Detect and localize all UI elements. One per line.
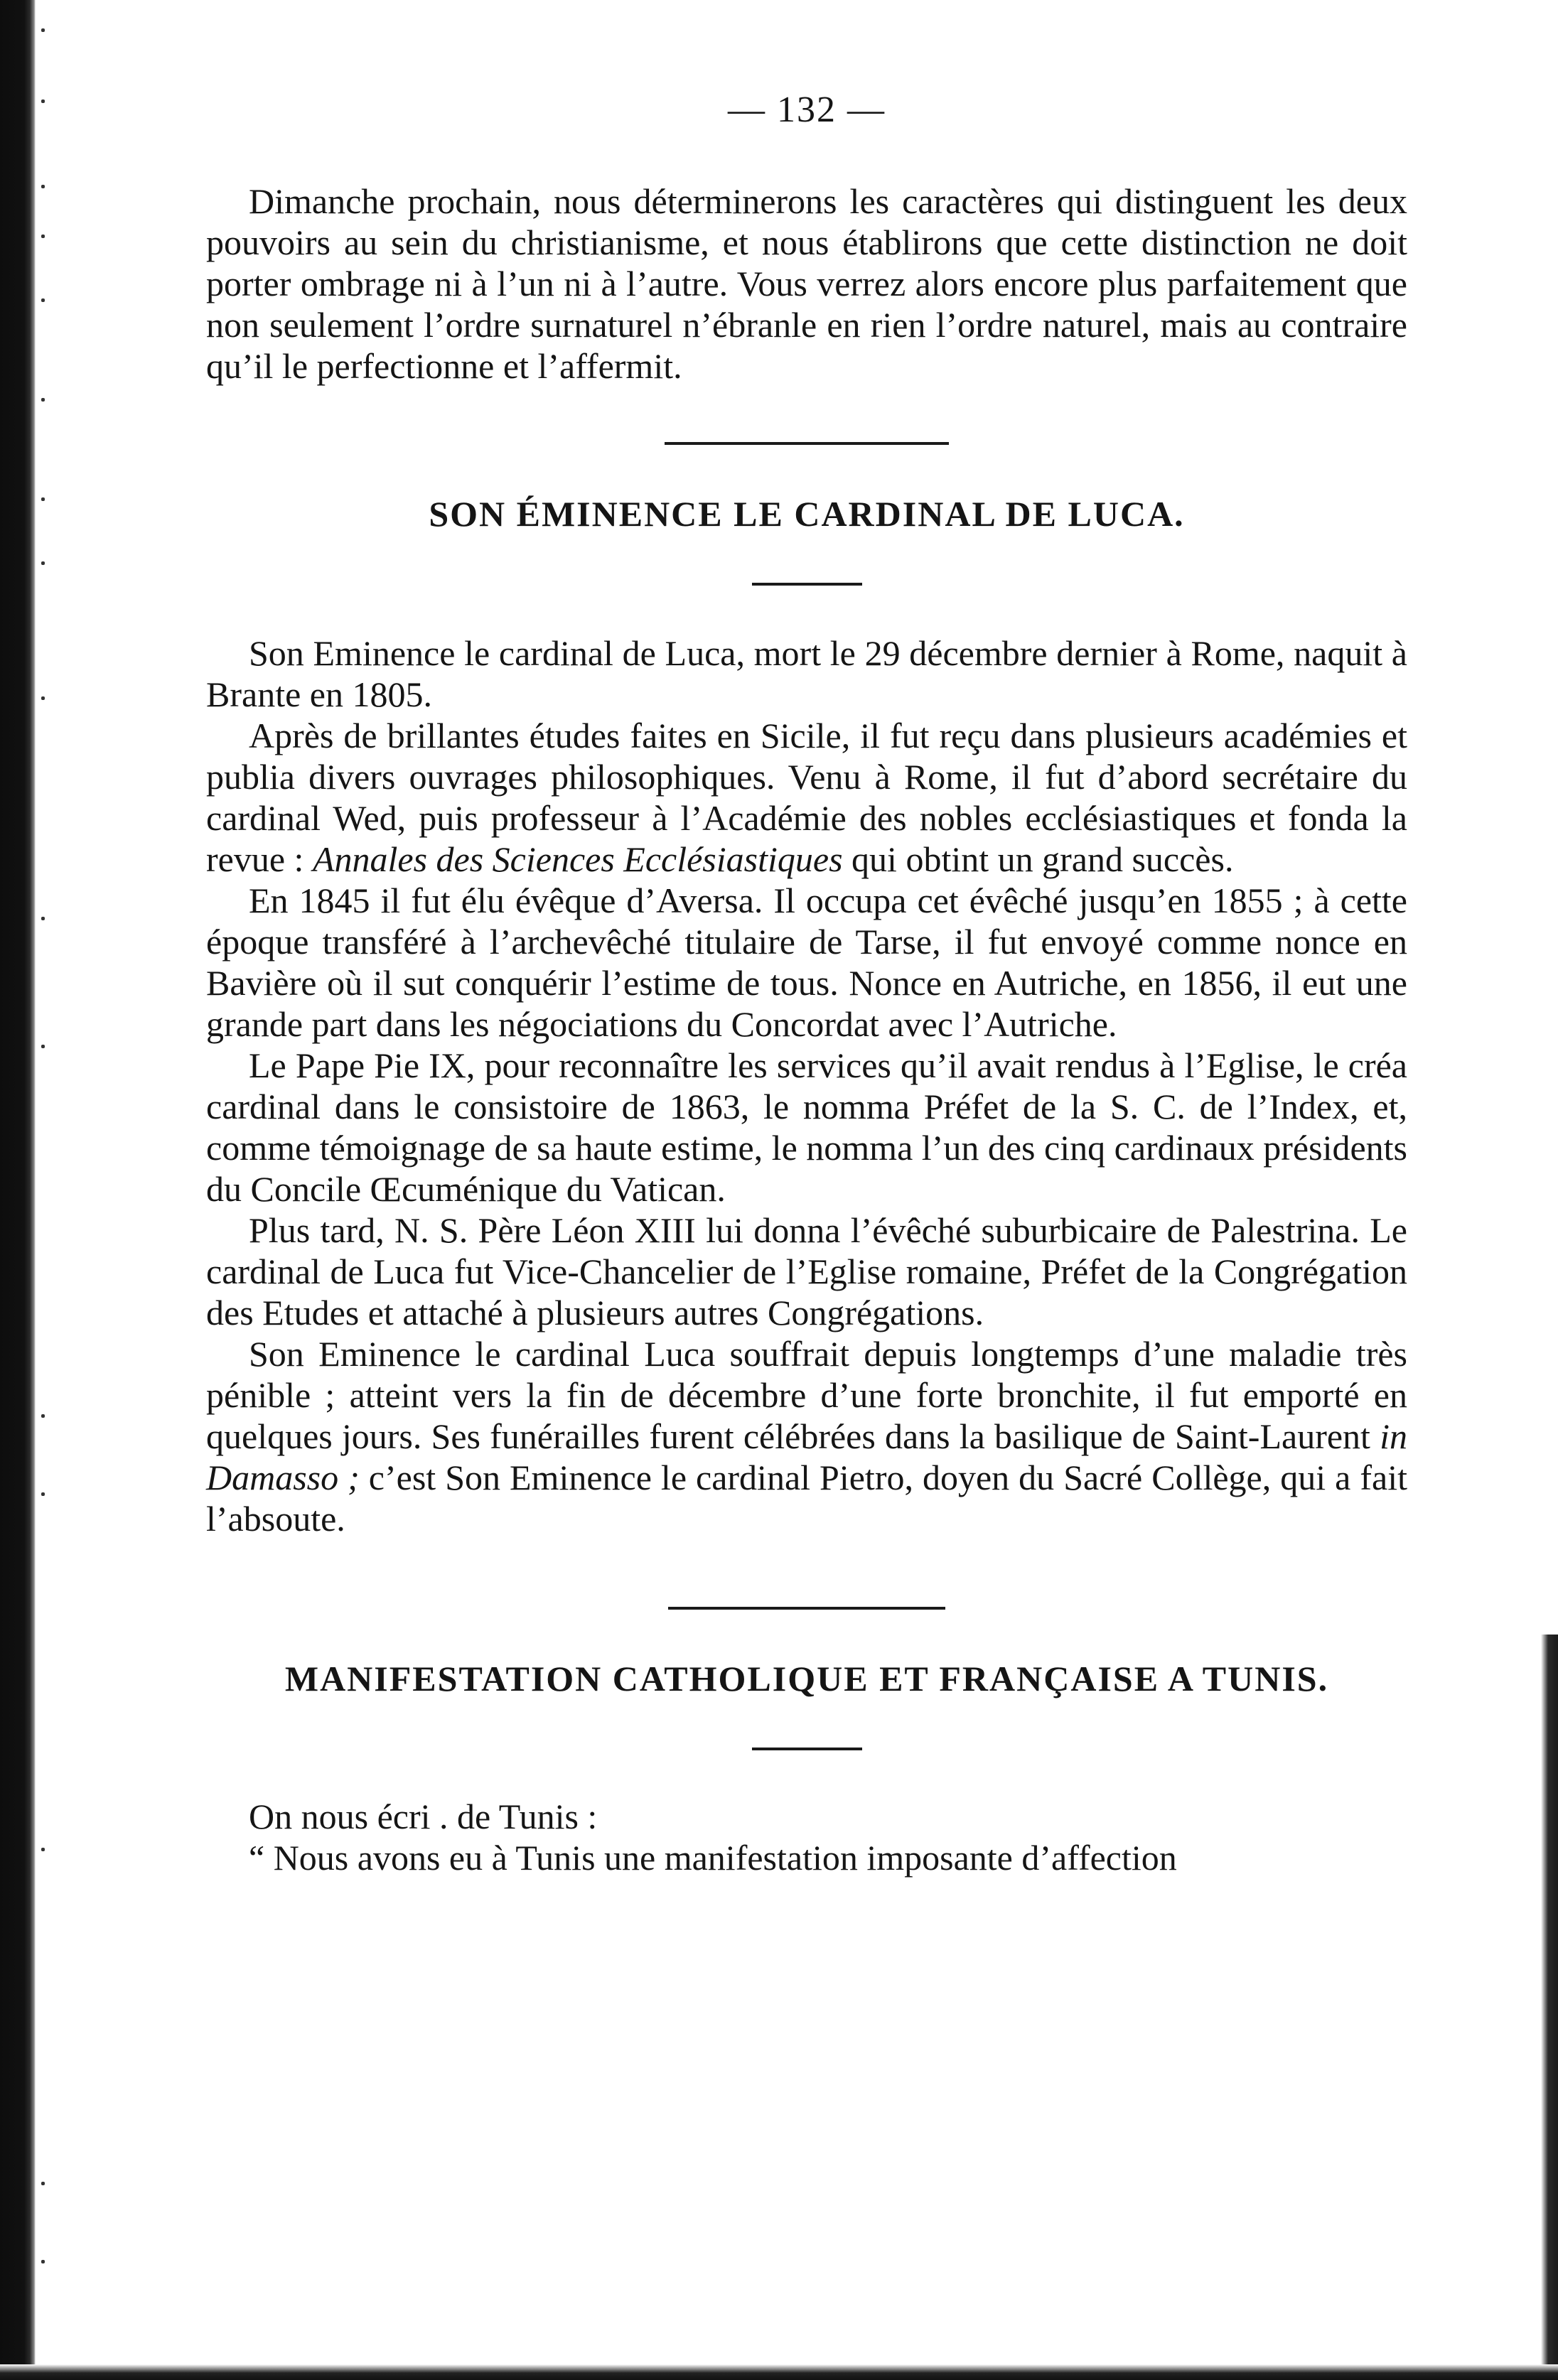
scan-bottom-edge-shadow xyxy=(0,2364,1558,2380)
paragraph-letter-quote: “ Nous avons eu à Tunis une manifestation imposante d’affection xyxy=(249,1838,1177,1878)
journal-title: Annales des Sciences Ecclésiastiques xyxy=(312,839,843,879)
heading-divider xyxy=(752,1748,862,1750)
page-content xyxy=(206,89,1407,1878)
scan-specks xyxy=(41,0,55,2380)
paragraph-pie-ix: Le Pape Pie IX, pour reconnaître les services qu’il avait rendus à l’Eglise, le créa cardinal dans le consistoire de 1863, le nomma Préfet de la S. C. de l’Index, et, comme témoignage de sa haute estime, le nomma l’un des cinq cardinaux présidents du Concile Œcuménique du Vatican. xyxy=(206,1045,1407,1209)
intro-paragraph: Dimanche prochain, nous déterminerons les caractères qui distinguent les deux pouvoirs au sein du christianisme, et nous établirons que cette distinction ne doit porter ombrage ni à l’un ni à l’autre. Vous verrez alors encore plus parfaitement que non seulement l’ordre surnaturel n’ébranle en rien l’ordre naturel, mais au contraire qu’il le perfectionne et l’affermit. xyxy=(206,181,1407,386)
paragraph-aversa: En 1845 il fut élu évêque d’Aversa. Il occupa cet évêché jusqu’en 1855 ; à cette époque transféré à l’archevêché titulaire de Tarse, il fut envoyé comme nonce en Bavière où il sut conquérir l’estime de tous. Nonce en Autriche, en 1856, il eut une grande part dans les négociations du Concordat avec l’Autriche. xyxy=(206,881,1407,1044)
paragraph-leon-xiii: Plus tard, N. S. Père Léon XIII lui donna l’évêché suburbicaire de Palestrina. Le cardinal de Luca fut Vice-Chancelier de l’Eglise romaine, Préfet de la Congrégation des Etudes et attaché à plusieurs autres Congrégations. xyxy=(206,1210,1407,1332)
paragraph-studies-text: Après de brillantes études faites en Sicile, il fut reçu dans plusieurs académies et publia divers ouvrages philosophiques. Venu à Rome, il fut d’abord secrétaire du cardinal Wed, puis professeur à l’Académie des nobles ecclésiastiques et fonda la revue : xyxy=(206,716,1407,879)
paragraph-letter-intro: On nous écri . de Tunis : xyxy=(249,1797,598,1836)
section-divider xyxy=(668,1607,945,1610)
section-heading-cardinal-de-luca: SON ÉMINENCE LE CARDINAL DE LUCA. xyxy=(429,494,1185,534)
section-divider xyxy=(665,442,949,445)
paragraph-funeral-text: Son Eminence le cardinal Luca souffrait depuis longtemps d’une maladie très pénible ; atteint vers la fin de décembre d’une forte bronchite, il fut emporté en quelques jours. Ses funérailles furent célébrées dans la basilique de Saint-Laurent xyxy=(206,1334,1407,1456)
scan-right-edge-shadow xyxy=(1541,1635,1558,2380)
paragraph-funeral-end: c’est Son Eminence le cardinal Pietro, doyen du Sacré Collège, qui a fait l’absoute. xyxy=(206,1458,1407,1539)
paragraph-funeral xyxy=(206,1333,1407,1539)
page-number: — 132 — xyxy=(728,90,886,130)
paragraph-studies xyxy=(206,715,1407,880)
paragraph-death: Son Eminence le cardinal de Luca, mort le 29 décembre dernier à Rome, naquit à Brante en 1805. xyxy=(206,633,1407,714)
section-heading-tunis: MANIFESTATION CATHOLIQUE ET FRANÇAISE A TUNIS. xyxy=(284,1659,1329,1698)
heading-divider xyxy=(752,583,862,586)
basilica-name: in Damasso ; xyxy=(206,1416,1407,1497)
paragraph-studies-end: qui obtint un grand succès. xyxy=(842,839,1234,879)
scan-left-edge-shadow xyxy=(0,0,36,2380)
